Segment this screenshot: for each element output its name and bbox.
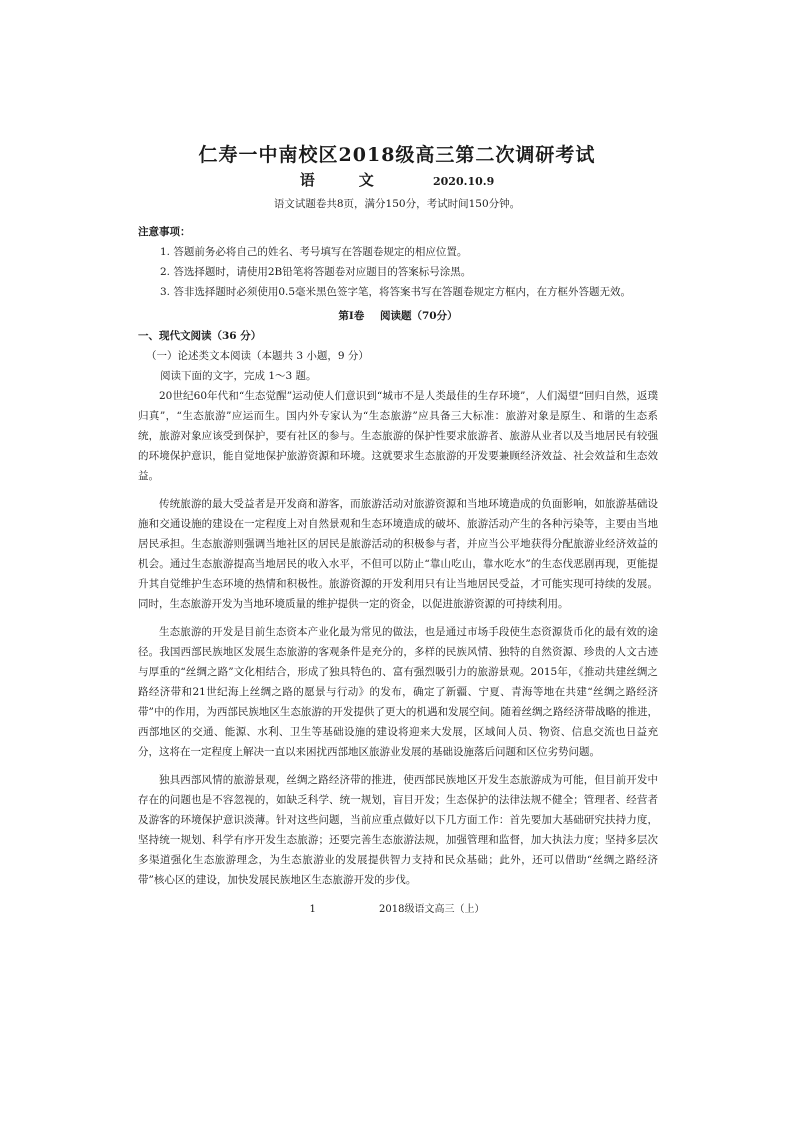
notice-item: 3. 答非选择题时必须使用0.5毫米黑色签字笔，将答案书写在答题卷规定方框内，在方框外答题无效。 bbox=[160, 286, 632, 298]
part-name: 阅读题（70分） bbox=[379, 310, 458, 322]
subject-line bbox=[0, 169, 794, 190]
notice-item: 1. 答题前务必将自己的姓名、考号填写在答题卷规定的相应位置。 bbox=[160, 246, 468, 258]
notice-item: 2. 答选择题时，请使用2B铅笔将答题卷对应题目的答案标号涂黑。 bbox=[160, 266, 472, 278]
exam-title: 仁寿一中南校区2018级高三第二次调研考试 bbox=[198, 144, 596, 166]
exam-content bbox=[138, 222, 658, 898]
exam-header bbox=[0, 140, 794, 211]
section-title: 一、现代文阅读（36 分） bbox=[138, 330, 262, 342]
sub-section-title: （一）论述类文本阅读（本题共 3 小题，9 分） bbox=[146, 350, 369, 362]
exam-date: 2020.10.9 bbox=[433, 175, 495, 188]
reading-instruction: 阅读下面的文字，完成 1～3 题。 bbox=[160, 370, 317, 382]
passage-paragraph: 传统旅游的最大受益者是开发商和游客，而旅游活动对旅游资源和当地环境造成的负面影响，如旅游基础设施和交通设施的建设在一定程度上对自然景观和生态环境造成的破坏、旅游活动产生的各种污染等，主要由当地居民承担。生态旅游则强调当地社区的居民是旅游活动的积极参与者，并应当公平地获得分配旅游业经济效益的机会。通过生态旅游提高当地居民的收入水平，不但可以防止“靠山吃山，靠水吃水”的生态伐恶剧再现，更能提升其自觉维护生态环境的热情和积极性。旅游资源的开发利用只有让当地居民受益，才可能实现可持续的发展。同时，生态旅游开发为当地环境质量的维护提供一定的资金，以促进旅游资源的可持续利用。 bbox=[138, 498, 658, 610]
footer-label: 2018级语文高三（上） bbox=[379, 904, 485, 915]
passage-paragraph: 独具西部风情的旅游景观，丝绸之路经济带的推进，使西部民族地区开发生态旅游成为可能，但目前开发中存在的问题也是不容忽视的，如缺乏科学、统一规划，盲目开发；生态保护的法律法规不健全；管理者、经营者及游客的环境保护意识淡薄。针对这些问题，当前应重点做好以下几方面工作：首先要加大基础研究扶持力度，坚持统一规划、科学有序开发生态旅游；还要完善生态旅游法规，加强管理和监督，加大执法力度；坚持多层次多渠道强化生态旅游理念，为生态旅游业的发展提供智力支持和民众基础；此外，还可以借助“丝绸之路经济带”核心区的建设，加快发展民族地区生态旅游开发的步伐。 bbox=[138, 774, 658, 886]
passage-paragraph: 生态旅游的开发是目前生态资本产业化最为常见的做法，也是通过市场手段使生态资源货币化的最有效的途径。我国西部民族地区发展生态旅游的客观条件是充分的，多样的民族风情、独特的自然资源、珍贵的人文古迹与厚重的“丝绸之路”文化相结合，形成了独具特色的、富有强烈吸引力的旅游景观。2015年，《推动共建丝绸之路经济带和21世纪海上丝绸之路的愿景与行动》的发布，确定了新疆、宁夏、青海等地在共建“丝绸之路经济带”中的作用，为西部民族地区生态旅游的开发提供了更大的机遇和发展空间。随着丝绸之路经济带战略的推进，西部地区的交通、能源、水利、卫生等基础设施的建设将迎来大发展，区域间人员、物资、信息交流也日益充分，这将在一定程度上解决一直以来困扰西部地区旅游业发展的基础设施落后问题和区位劣势问题。 bbox=[138, 626, 658, 758]
part-label: 第Ⅰ卷 bbox=[338, 310, 365, 322]
passage-paragraph: 20世纪60年代和“生态觉醒”运动使人们意识到“城市不是人类最佳的生存环境”，人们渴望“回归自然，返璞归真”，“生态旅游”应运而生。国内外专家认为“生态旅游”应具备三大标准：旅游对象是原生、和谐的生态系统，旅游对象应该受到保护，要有社区的参与。生态旅游的保护性要求旅游者、旅游从业者以及当地居民有较强的环境保护意识，能自觉地保护旅游资源和环境。这就要求生态旅游的开发要兼顾经济效益、社会效益和生态效益。 bbox=[138, 390, 658, 482]
subject-name: 语文 bbox=[299, 171, 418, 189]
exam-meta: 语文试题卷共8页，满分150分，考试时间150分钟。 bbox=[273, 198, 521, 210]
page-number: 1 bbox=[309, 904, 316, 915]
part-title bbox=[138, 306, 658, 326]
page-footer bbox=[0, 900, 794, 915]
notice-heading: 注意事项： bbox=[138, 226, 191, 238]
